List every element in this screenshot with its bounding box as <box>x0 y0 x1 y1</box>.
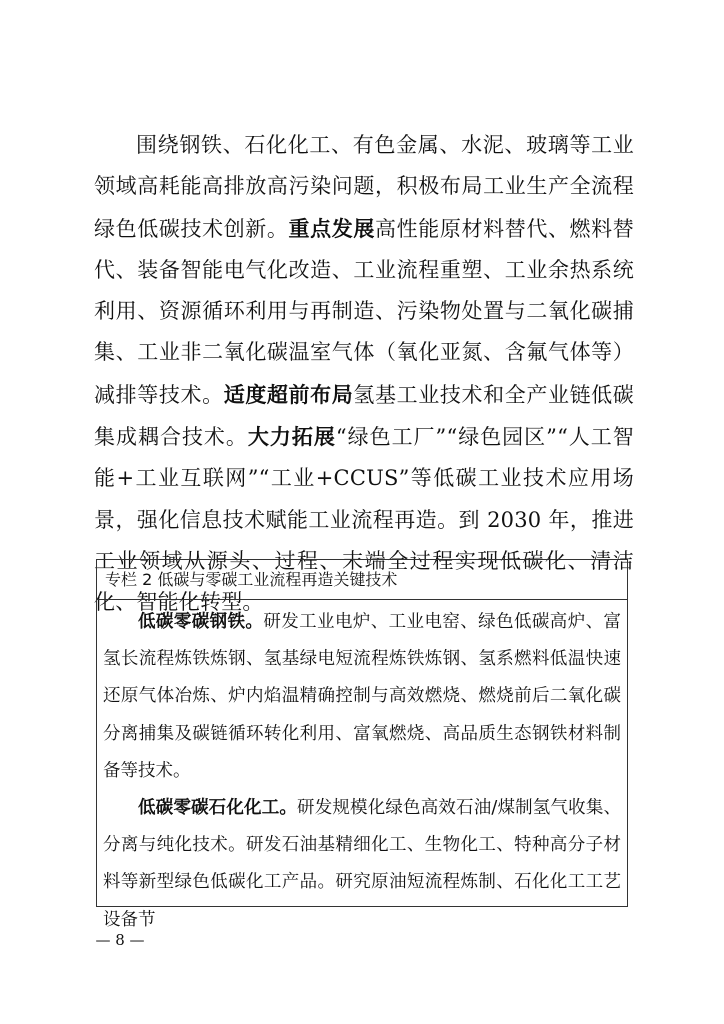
emphasis-key-development: 重点发展 <box>288 215 376 241</box>
paragraph-intro: 围绕钢铁、石化化工、有色金属、水泥、玻璃等工业领域高耗能高排放高污染问题，积极布局工业生产全流程绿色低碳技术创新。 <box>94 133 634 241</box>
box-item-text: 研发规模化绿色高效石油/煤制氢气收集、分离与纯化技术。研发石油基精细化工、生物化工、特种高分子材料等新型绿色低碳化工产品。研究原油短流程炼制、石化化工工艺设备节 <box>103 798 621 930</box>
emphasis-vigorous-expansion: 大力拓展 <box>247 424 336 450</box>
paragraph-text-2: 氢基工业技术和全产业链低碳集成耦合技术。 <box>94 382 634 450</box>
paragraph-text-1: 高性能原材料替代、燃料替代、装备智能电气化改造、工业流程重塑、工业余热系统利用、资源循环利用与再制造、污染物处置与二氧化碳捕集、工业非二氧化碳温室气体（氧化亚氮、含氟气体等）减排等技术。 <box>94 216 634 407</box>
paragraph-text-3: “绿色工厂”“绿色园区”“人工智能+工业互联网”“工业+CCUS”等低碳工业技术应用场景，强化信息技术赋能工业流程再造。到 2030 年，推进工业领域从源头、过程、末端全过程实现低碳化、清洁化、智能化转型。 <box>94 425 634 615</box>
main-paragraph <box>94 125 634 624</box>
box-item-petrochemical <box>103 790 621 939</box>
emphasis-advance-layout: 适度超前布局 <box>223 381 354 407</box>
box-item-heading: 低碳零碳石化化工。 <box>138 798 298 819</box>
box-item-steel <box>103 604 621 790</box>
column-box <box>96 559 628 930</box>
column-box-title: 专栏 2 低碳与零碳工业流程再造关键技术 <box>97 560 627 600</box>
column-box-body <box>97 600 627 939</box>
box-item-text: 研发工业电炉、工业电窑、绿色低碳高炉、富氢长流程炼铁炼钢、氢基绿电短流程炼铁炼钢、氢系燃料低温快速还原气体冶炼、炉内焰温精确控制与高效燃烧、燃烧前后二氧化碳分离捕集及碳链循环转化利用、富氧燃烧、高品质生态钢铁材料制备等技术。 <box>103 612 621 781</box>
box-item-heading: 低碳零碳钢铁。 <box>138 612 264 632</box>
page-number: — 8 — <box>95 931 145 949</box>
